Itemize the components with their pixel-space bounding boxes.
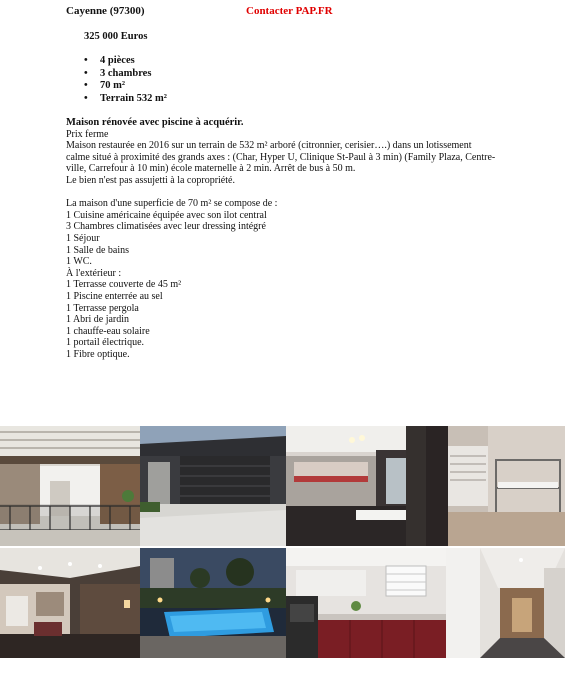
covered-terrace-photo	[0, 426, 140, 546]
description	[66, 117, 506, 360]
hallway-photo	[446, 548, 565, 658]
feature-item: • Terrain 532 m²	[84, 93, 167, 106]
description-line: Maison restaurée en 2016 sur un terrain de 532 m² arboré (citronnier, cerisier….) dans un lotissement	[66, 140, 472, 152]
photo-gallery	[0, 426, 565, 658]
description-line: 1 Piscine enterrée au sel	[66, 290, 163, 302]
bathroom-photo	[286, 426, 426, 546]
contact-link[interactable]: Contacter PAP.FR	[246, 5, 333, 17]
feature-item: • 70 m²	[84, 80, 167, 93]
price-label: 325 000 Euros	[84, 31, 148, 42]
description-line: 1 Fibre optique.	[66, 348, 130, 360]
kitchen-photo	[286, 548, 446, 658]
description-line: 1 Séjour	[66, 232, 100, 244]
description-line: 1 Salle de bains	[66, 244, 130, 256]
description-line: ville, Carrefour à 10 min) école maternelle à 2 min. Arrêt de bus à 50 m.	[66, 163, 356, 175]
description-line: 1 WC.	[66, 256, 92, 268]
description-line: À l'extérieur :	[66, 267, 122, 279]
description-line: 1 portail électrique.	[66, 337, 145, 349]
living-room-photo	[0, 548, 140, 658]
features-list	[84, 55, 167, 105]
description-headline: Maison rénovée avec piscine à acquérir.	[66, 117, 244, 128]
feature-item: • 4 pièces	[84, 55, 167, 68]
description-line: Prix ferme	[66, 128, 109, 140]
description-line: 1 Cuisine américaine équipée avec son ilot central	[66, 209, 267, 221]
description-line: La maison d'une superficie de 70 m² se compose de :	[66, 198, 278, 210]
description-line: 1 Terrasse couverte de 45 m²	[66, 279, 182, 291]
description-line: Le bien n'est pas assujetti à la copropriété.	[66, 174, 235, 186]
city-label: Cayenne (97300)	[66, 5, 145, 17]
gate-driveway-photo	[140, 426, 286, 546]
description-line: 1 Abri de jardin	[66, 314, 130, 326]
description-line: 1 Terrasse pergola	[66, 302, 139, 314]
description-line: 1 chauffe-eau solaire	[66, 325, 150, 337]
pool-night-photo	[140, 548, 286, 658]
bedroom-bunk-photo	[426, 426, 565, 546]
description-line: calme situé à proximité des grands axes : (Char, Hyper U, Clinique St-Paul à 3 min) (Family Plaza, Centre-	[66, 151, 496, 163]
description-line: 3 Chambres climatisées avec leur dressing intégré	[66, 221, 266, 233]
feature-item: • 3 chambres	[84, 68, 167, 81]
